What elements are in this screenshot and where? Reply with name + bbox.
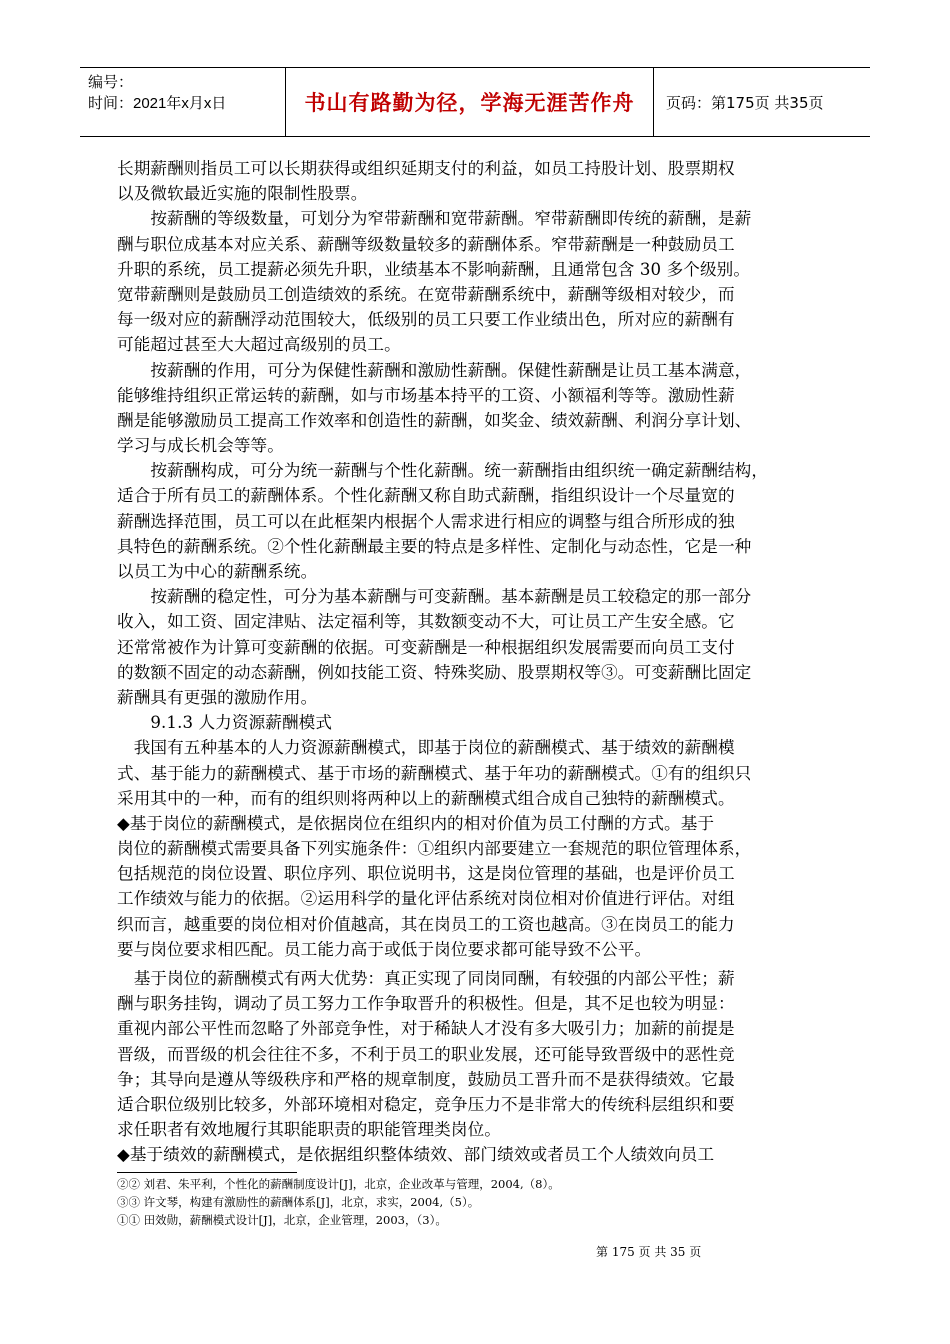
footnote-divider	[117, 1172, 297, 1173]
text-line: 按薪酬的作用，可分为保健性薪酬和激励性薪酬。保健性薪酬是让员工基本满意，	[117, 360, 752, 380]
footnotes	[117, 1175, 560, 1229]
text-line: 升职的系统，员工提薪必须先升职，业绩基本不影响薪酬，且通常包含 30 多个级别。	[117, 259, 751, 279]
text-line: 9.1.3 人力资源薪酬模式	[117, 713, 333, 733]
text-line: 采用其中的一种，而有的组织则将两种以上的薪酬模式组合成自己独特的薪酬模式。	[117, 788, 735, 808]
text-line: 宽带薪酬则是鼓励员工创造绩效的系统。在宽带薪酬系统中，薪酬等级相对较少，而	[117, 284, 735, 304]
text-line: 薪酬具有更强的激励作用。	[117, 687, 318, 707]
page-header	[80, 67, 870, 137]
text-line: 晋级，而晋级的机会往往不多，不利于员工的职业发展，还可能导致晋级中的恶性竞	[117, 1044, 735, 1064]
text-line: 每一级对应的薪酬浮动范围较大，低级别的员工只要工作业绩出色，所对应的薪酬有	[117, 310, 735, 330]
text-line: 重视内部公平性而忽略了外部竞争性，对于稀缺人才没有多大吸引力；加薪的前提是	[117, 1019, 735, 1039]
footnote: ③③ 许文琴，构建有激励性的薪酬体系[J]，北京，求实，2004,（5）。	[117, 1195, 480, 1209]
header-page-info: 页码：第175页 共35页	[666, 93, 824, 112]
text-line: 按薪酬的稳定性，可分为基本薪酬与可变薪酬。基本薪酬是员工较稳定的那一部分	[117, 587, 752, 607]
text-line: 酬与职务挂钩，调动了员工努力工作争取晋升的积极性。但是，其不足也较为明显：	[117, 994, 735, 1014]
text-line: 工作绩效与能力的依据。②运用科学的量化评估系统对岗位相对价值进行评估。对组	[117, 889, 735, 909]
text-line: 学习与成长机会等等。	[117, 436, 284, 456]
text-line: 我国有五种基本的人力资源薪酬模式，即基于岗位的薪酬模式、基于绩效的薪酬模	[117, 738, 735, 758]
text-line: 包括规范的岗位设置、职位序列、职位说明书，这是岗位管理的基础，也是评价员工	[117, 864, 735, 884]
text-line: 还常常被作为计算可变薪酬的依据。可变薪酬是一种根据组织发展需要而向员工支付	[117, 637, 735, 657]
document-date-label: 时间：2021年x月x日	[88, 95, 227, 112]
text-line: 以员工为中心的薪酬系统。	[117, 562, 318, 581]
text-line: 基于岗位的薪酬模式有两大优势：真正实现了同岗同酬，有较强的内部公平性；薪	[117, 969, 735, 988]
text-line: 织而言，越重要的岗位相对价值越高，其在岗员工的工资也越高。③在岗员工的能力	[117, 914, 735, 934]
header-meta	[80, 68, 286, 136]
text-line: 求任职者有效地履行其职能职责的职能管理类岗位。	[117, 1120, 501, 1140]
text-line: 酬与职位成基本对应关系、薪酬等级数量较多的薪酬体系。窄带薪酬是一种鼓励员工	[117, 234, 735, 254]
text-line: 以及微软最近实施的限制性股票。	[117, 184, 368, 204]
text-line: 岗位的薪酬模式需要具备下列实施条件：①组织内部要建立一套规范的职位管理体系，	[117, 839, 752, 859]
text-line: 要与岗位要求相匹配。员工能力高于或低于岗位要求都可能导致不公平。	[117, 939, 652, 959]
text-line: ◆基于岗位的薪酬模式，是依据岗位在组织内的相对价值为员工付酬的方式。基于	[117, 813, 715, 833]
footnote: ②② 刘君、朱平利，个性化的薪酬制度设计[J]，北京，企业改革与管理，2004,（8）。	[117, 1177, 560, 1191]
text-line: 薪酬选择范围，员工可以在此框架内根据个人需求进行相应的调整与组合所形成的独	[117, 511, 735, 531]
text-line: 争；其导向是遵从等级秩序和严格的规章制度，鼓励员工晋升而不是获得绩效。它最	[117, 1069, 735, 1089]
text-line: 适合职位级别比较多，外部环境相对稳定，竞争压力不是非常大的传统科层组织和要	[117, 1094, 735, 1114]
document-number-label: 编号：	[88, 74, 134, 91]
text-line: 具特色的薪酬系统。②个性化薪酬最主要的特点是多样性、定制化与动态性，它是一种	[117, 536, 752, 556]
text-line: 的数额不固定的动态薪酬，例如技能工资、特殊奖励、股票期权等③。可变薪酬比固定	[117, 662, 752, 682]
text-line: 式、基于能力的薪酬模式、基于市场的薪酬模式、基于年功的薪酬模式。①有的组织只	[117, 763, 752, 783]
header-motto: 书山有路勤为径，学海无涯苦作舟	[286, 68, 654, 136]
text-line: 适合于所有员工的薪酬体系。个性化薪酬又称自助式薪酬，指组织设计一个尽量宽的	[117, 486, 735, 506]
footnote: ①① 田效勋，薪酬模式设计[J]，北京，企业管理，2003，（3）。	[117, 1213, 447, 1227]
text-line: 按薪酬构成，可分为统一薪酬与个性化薪酬。统一薪酬指由组织统一确定薪酬结构，	[117, 461, 769, 481]
text-line: ◆基于绩效的薪酬模式，是依据组织整体绩效、部门绩效或者员工个人绩效向员工	[117, 1145, 715, 1165]
body-text	[117, 156, 839, 1168]
text-line: 长期薪酬则指员工可以长期获得或组织延期支付的利益，如员工持股计划、股票期权	[117, 159, 735, 178]
text-line: 可能超过甚至大大超过高级别的员工。	[117, 335, 401, 355]
page-number: 第 175 页 共 35 页	[596, 1245, 702, 1259]
text-line: 收入，如工资、固定津贴、法定福利等，其数额变动不大，可让员工产生安全感。它	[117, 612, 735, 632]
text-line: 能够维持组织正常运转的薪酬，如与市场基本持平的工资、小额福利等等。激励性薪	[117, 385, 735, 405]
text-line: 按薪酬的等级数量，可划分为窄带薪酬和宽带薪酬。窄带薪酬即传统的薪酬，是薪	[117, 209, 752, 229]
text-line: 酬是能够激励员工提高工作效率和创造性的薪酬，如奖金、绩效薪酬、利润分享计划、	[117, 410, 752, 430]
